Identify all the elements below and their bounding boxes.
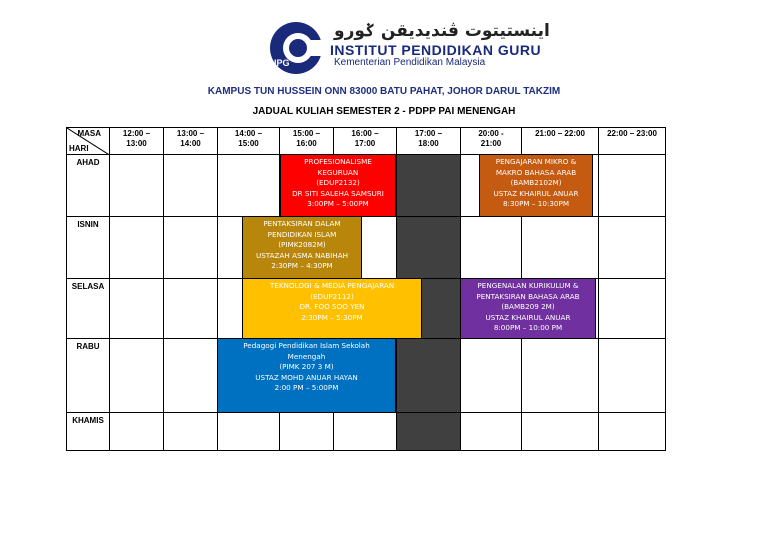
- break-slot: [396, 154, 461, 217]
- time-header: 12:00 – 13:00: [109, 127, 164, 155]
- logo-abbrev: IPG: [274, 58, 290, 68]
- time-header: 15:00 – 16:00: [279, 127, 334, 155]
- empty-slot: [163, 278, 218, 339]
- time-header: 21:00 – 22:00: [521, 127, 599, 155]
- time-header: 22:00 – 23:00: [598, 127, 666, 155]
- day-label-isnin: ISNIN: [66, 216, 110, 279]
- time-header: 16:00 – 17:00: [333, 127, 397, 155]
- break-slot: [396, 338, 461, 413]
- logo-institute-name: INSTITUT PENDIDIKAN GURU: [330, 42, 542, 58]
- corner-hari-label: HARI: [69, 144, 89, 153]
- empty-slot: [217, 412, 280, 451]
- time-header: 13:00 – 14:00: [163, 127, 218, 155]
- empty-slot: [163, 412, 218, 451]
- empty-slot: [598, 412, 666, 451]
- empty-slot: [109, 412, 164, 451]
- logo-jawi-text: اينستيتوت ڤنديديقن ݢورو: [334, 21, 550, 41]
- class-block-teknologi-media[interactable]: TEKNOLOGI & MEDIA PENGAJARAN (EDUP2112) DR. FOO SOO YEN 2:30PM – 5:30PM: [242, 278, 422, 339]
- empty-slot: [163, 154, 218, 217]
- break-slot: [396, 216, 461, 279]
- break-slot: [396, 412, 461, 451]
- empty-slot: [521, 412, 599, 451]
- empty-slot: [460, 216, 522, 279]
- class-block-pentaksiran-pendidikan-islam[interactable]: PENTAKSIRAN DALAM PENDIDIKAN ISLAM (PIMK2082M) USTAZAH ASMA NABIHAH 2:30PM – 4:30PM: [242, 216, 362, 279]
- empty-slot: [333, 412, 397, 451]
- empty-slot: [279, 412, 334, 451]
- empty-slot: [598, 216, 666, 279]
- empty-slot: [460, 412, 522, 451]
- empty-slot: [217, 154, 280, 217]
- day-label-rabu: RABU: [66, 338, 110, 413]
- class-block-pedagogi-pendidikan-islam[interactable]: Pedagogi Pendidikan Islam Sekolah Menengah (PIMK 207 3 M) USTAZ MOHD ANUAR HAYAN 2:00 PM – 5:00PM: [217, 338, 396, 413]
- timetable-title: JADUAL KULIAH SEMESTER 2 - PDPP PAI MENENGAH: [252, 106, 516, 117]
- empty-slot: [109, 154, 164, 217]
- logo-ministry-name: Kementerian Pendidikan Malaysia: [334, 57, 486, 68]
- time-header: 17:00 – 18:00: [396, 127, 461, 155]
- campus-address: KAMPUS TUN HUSSEIN ONN 83000 BATU PAHAT, JOHOR DARUL TAKZIM: [207, 86, 561, 97]
- class-block-profesionalisme-keguruan[interactable]: PROFESIONALISME KEGURUAN (EDUP2132) DR SITI SALEHA SAMSURI 3:00PM – 5:00PM: [280, 154, 396, 217]
- corner-cell: [66, 127, 110, 155]
- class-block-pengenalan-kurikulum[interactable]: PENGENALAN KURIKULUM & PENTAKSIRAN BAHASA ARAB (BAMB209 2M) USTAZ KHAIRUL ANUAR 8:00PM – 10:00 PM: [460, 278, 596, 339]
- day-label-ahad: AHAD: [66, 154, 110, 217]
- empty-slot: [109, 216, 164, 279]
- empty-slot: [598, 338, 666, 413]
- empty-slot: [460, 338, 522, 413]
- empty-slot: [598, 278, 666, 339]
- class-block-pengajaran-mikro-makro[interactable]: PENGAJARAN MIKRO & MAKRO BAHASA ARAB (BAMB2102M) USTAZ KHAIRUL ANUAR 8:30PM – 10:30PM: [479, 154, 593, 217]
- empty-slot: [109, 278, 164, 339]
- day-label-selasa: SELASA: [66, 278, 110, 339]
- empty-slot: [521, 216, 599, 279]
- day-label-khamis: KHAMIS: [66, 412, 110, 451]
- time-header: 14:00 – 15:00: [217, 127, 280, 155]
- empty-slot: [163, 338, 218, 413]
- corner-masa-label: MASA: [77, 129, 101, 138]
- empty-slot: [109, 338, 164, 413]
- time-header: 20:00 - 21:00: [460, 127, 522, 155]
- empty-slot: [598, 154, 666, 217]
- empty-slot: [163, 216, 218, 279]
- empty-slot: [521, 338, 599, 413]
